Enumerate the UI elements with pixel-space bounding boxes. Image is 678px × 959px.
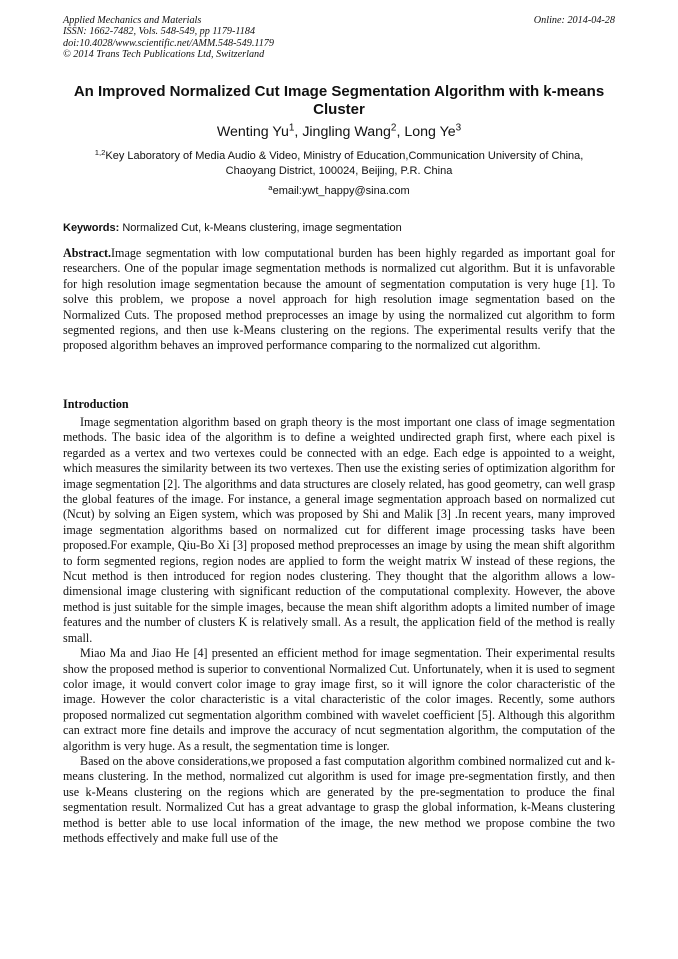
journal-header — [63, 15, 615, 61]
author-email — [63, 184, 615, 198]
author-list: Wenting Yu$^1$, Jingling Wang$^2$, Long Ye$^3$ — [216, 122, 462, 140]
email-sup: a — [268, 182, 273, 192]
email-text: email:ywt_happy@sina.com — [272, 185, 410, 197]
keywords-text: Normalized Cut, k-Means clustering, image segmentation — [122, 222, 402, 234]
author-name: Jingling Wang — [302, 124, 391, 140]
paragraph: Based on the above considerations,we proposed a fast computation algorithm combined normalized cut and k-means clustering. In the method, normalized cut algorithm is used for image pre-segmentation firstly, and then use k-Means clustering on the regions which are generated by the pre-segmentation to produce the final segmentation result. Normalized Cut has a great advantage to grasp the global information, k-Means clustering method is better able to use local information of the image, the new method we propose combine the two methods effectively and make full use of the — [63, 753, 615, 845]
abstract-text: Image segmentation with low computational burden has been highly regarded as important goal for researchers. One of the popular image segmentation methods is normalized cut algorithm. But it is unfavorable for high resolution image segmentation because the amount of segmentation computation is very huge [1]. To solve this problem, we propose a novel approach for high resolution image segmentation based on the Normalized Cuts. The proposed method preprocesses an image by using the normalized cut algorithm to form segmented regions, and then use k-Means clustering on the regions. The experimental results verify that the proposed algorithm behaves an improved performance comparing to the normalized cut algorithm. — [63, 246, 615, 353]
paragraph: Miao Ma and Jiao He [4] presented an efficient method for image segmentation. Their experimental results show the proposed method is superior to conventional Normalized Cut. Unfortunately, when it is used to segment color image, it would convert color image to gray image first, so it will ignore the color characteristic of the image. However the color characteristic is a vital characteristic of the color images. Recently, some authors proposed normalized cut segmentation algorithm combined with wavelet coefficient [5]. Although this algorithm can extract more fine details and improve the accuracy of ncut segmentation algorithm, the computation of the algorithm is very huge. As a result, the segmentation time is longer. — [63, 646, 615, 753]
author-sup: 3 — [455, 122, 462, 134]
paper-title: An Improved Normalized Cut Image Segmentation Algorithm with k-means Cluster — [73, 83, 605, 118]
keywords-label: Keywords: — [63, 222, 120, 234]
keywords — [63, 221, 615, 235]
author-sup: 1 — [288, 122, 295, 134]
copyright-line: © 2014 Trans Tech Publications Ltd, Switzerland — [63, 49, 265, 61]
author-name: Long Ye — [404, 124, 456, 140]
issn-line: ISSN: 1662-7482, Vols. 548-549, pp 1179-1184 — [63, 26, 256, 38]
doi-line: doi:10.4028/www.scientific.net/AMM.548-549.1179 — [63, 37, 274, 49]
abstract — [63, 246, 615, 354]
affiliation — [80, 149, 598, 179]
affiliation-sup: 1,2 — [94, 147, 106, 157]
online-date: Online: 2014-04-28 — [533, 15, 615, 26]
section-heading: Introduction — [63, 397, 129, 411]
journal-name: Applied Mechanics and Materials — [63, 15, 202, 26]
author-name: Wenting Yu — [216, 124, 289, 140]
abstract-label: Abstract. — [63, 246, 112, 260]
paragraph: Image segmentation algorithm based on graph theory is the most important one class of image segmentation methods. The basic idea of the algorithm is to define a weighted undirected graph first, where each pixel is regarded as a vertex and two vertexes could be connected with an edge. Each edge is appointed to a weight, which measures the similarity between its two vertexes. Then use the existing series of optimization algorithm for image segmentation [2]. The algorithms and data structures are closely related, has good geometry, can well grasp the global features of the image. For instance, a general image segmentation approach based on normalized cut (Ncut) by solving an Eigen system, which was proposed by Shi and Malik [3] .In recent years, many improved image segmentation algorithms based on normalized cut for different image processing tasks have been proposed.For example, Qiu-Bo Xi [3] proposed method preprocesses an image by using the mean shift algorithm to form segmented regions, region nodes are applied to form the weight matrix W instead of these regions, the Ncut method is then introduced for region nodes clustering. They thought that the algorithm allows a low-dimensional image clustering with significant reduction of the computational complexity. However, the above method is just suitable for the simple images, because the mean shift algorithm adopts a limited number of image features and the number of clusters K is relatively small. As a result, the application field of the method is really small. — [63, 415, 615, 645]
introduction-body — [63, 415, 615, 846]
author-sup: 2 — [390, 122, 397, 134]
affiliation-text: Key Laboratory of Media Audio & Video, Ministry of Education,Communication University of China, Chaoyang District, 100024, Beijing, P.R. China — [105, 150, 584, 177]
